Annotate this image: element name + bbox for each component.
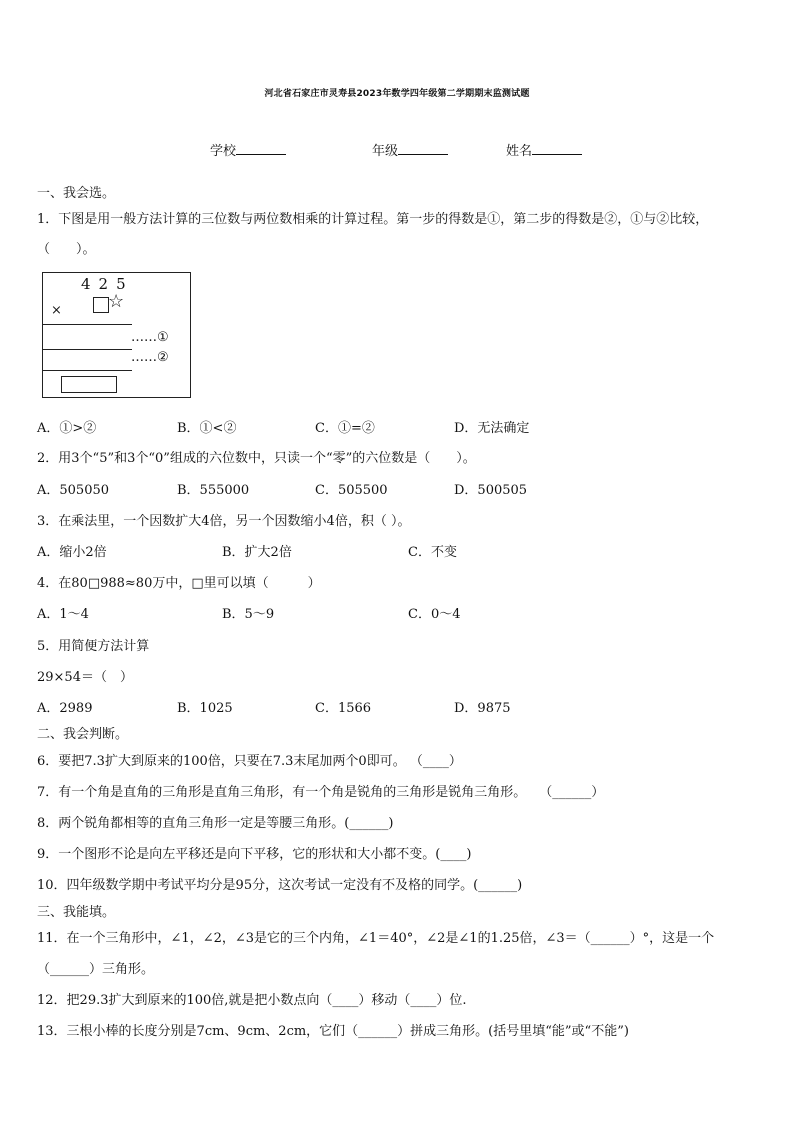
- grade-field[interactable]: [372, 140, 448, 159]
- question-7-text: 7．有一个角是直角的三角形是直角三角形，有一个角是锐角的三角形是锐角三角形。 （______）: [37, 785, 605, 800]
- step-1-marker: ……①: [131, 330, 169, 345]
- q3-option-b[interactable]: B．扩大2倍: [222, 545, 292, 560]
- question-4-text: 4．在80□988≈80万中，□里可以填（ ）: [37, 576, 321, 591]
- product-rule-bottom: [43, 370, 132, 371]
- question-8-text: 8．两个锐角都相等的直角三角形一定是等腰三角形。(______): [37, 816, 394, 831]
- q3-option-c[interactable]: C．不变: [408, 545, 457, 560]
- q5-option-c[interactable]: C．1566: [315, 701, 372, 716]
- question-5-expression: 29×54＝（ ）: [37, 670, 133, 685]
- school-field[interactable]: [210, 140, 286, 159]
- q4-option-a[interactable]: A．1～4: [37, 607, 89, 622]
- q2-option-a[interactable]: A．505050: [37, 483, 110, 498]
- q3-option-a[interactable]: A．缩小2倍: [37, 545, 107, 560]
- question-1-text: 1．下图是用一般方法计算的三位数与两位数相乘的计算过程。第一步的得数是①，第二步的得数是②，①与②比较，: [37, 212, 709, 227]
- question-2-text: 2．用3个“5”和3个“0”组成的六位数中，只读一个“零”的六位数是（ ）。: [37, 451, 476, 466]
- grade-blank[interactable]: [398, 142, 448, 155]
- q5-option-b[interactable]: B．1025: [177, 701, 233, 716]
- question-6-text: 6．要把7.3扩大到原来的100倍，只要在7.3末尾加两个0即可。 （____）: [37, 754, 462, 769]
- times-sign: ×: [51, 303, 62, 318]
- q2-option-c[interactable]: C．505500: [315, 483, 388, 498]
- page-title: 河北省石家庄市灵寿县2023年数学四年级第二学期期末监测试题: [264, 89, 530, 99]
- name-label: 姓名: [506, 144, 533, 159]
- q1-option-b[interactable]: B．①<②: [177, 421, 237, 436]
- multiplicand-digits: 425: [81, 275, 134, 293]
- square-box-icon: [93, 297, 109, 313]
- grade-label: 年级: [372, 144, 399, 159]
- question-13-text: 13．三根小棒的长度分别是7cm、9cm、2cm，它们（______）拼成三角形。(括号里填“能”或“不能”): [37, 1024, 629, 1039]
- q1-option-d[interactable]: D．无法确定: [454, 421, 530, 436]
- name-field[interactable]: [506, 140, 582, 159]
- q5-option-d[interactable]: D．9875: [454, 701, 511, 716]
- question-12-text: 12．把29.3扩大到原来的100倍,就是把小数点向（____）移动（____）位.: [37, 993, 467, 1008]
- section-heading-3: 三、我能填。: [37, 905, 116, 920]
- product-rule-top: [43, 324, 132, 325]
- step-2-marker: ……②: [131, 350, 169, 365]
- section-heading-1: 一、我会选。: [37, 186, 116, 201]
- question-11-text-cont: （______）三角形。: [37, 962, 155, 977]
- question-9-text: 9．一个图形不论是向左平移还是向下平移，它的形状和大小都不变。(____): [37, 847, 472, 862]
- step-1-line: [43, 349, 132, 350]
- q1-option-c[interactable]: C．①=②: [315, 421, 375, 436]
- q4-option-b[interactable]: B．5～9: [222, 607, 275, 622]
- q2-option-b[interactable]: B．555000: [177, 483, 250, 498]
- star-icon: ☆: [108, 291, 125, 312]
- school-blank[interactable]: [236, 142, 286, 155]
- question-1-blank: （ ）。: [37, 242, 96, 257]
- question-10-text: 10．四年级数学期中考试平均分是95分，这次考试一定没有不及格的同学。(______): [37, 878, 523, 893]
- section-heading-2: 二、我会判断。: [37, 727, 129, 742]
- q4-option-c[interactable]: C．0～4: [408, 607, 461, 622]
- q5-option-a[interactable]: A．2989: [37, 701, 93, 716]
- name-blank[interactable]: [532, 142, 582, 155]
- q2-option-d[interactable]: D．500505: [454, 483, 528, 498]
- result-box: [61, 376, 117, 393]
- q1-option-a[interactable]: A．①>②: [37, 421, 97, 436]
- multiplication-figure: [42, 272, 191, 398]
- question-11-text: 11．在一个三角形中，∠1，∠2，∠3是它的三个内角，∠1＝40°，∠2是∠1的1.25倍，∠3＝（______）°，这是一个: [37, 931, 715, 946]
- question-3-text: 3．在乘法里，一个因数扩大4倍，另一个因数缩小4倍，积（ ）。: [37, 514, 411, 529]
- school-label: 学校: [210, 144, 237, 159]
- question-5-text: 5．用简便方法计算: [37, 639, 150, 654]
